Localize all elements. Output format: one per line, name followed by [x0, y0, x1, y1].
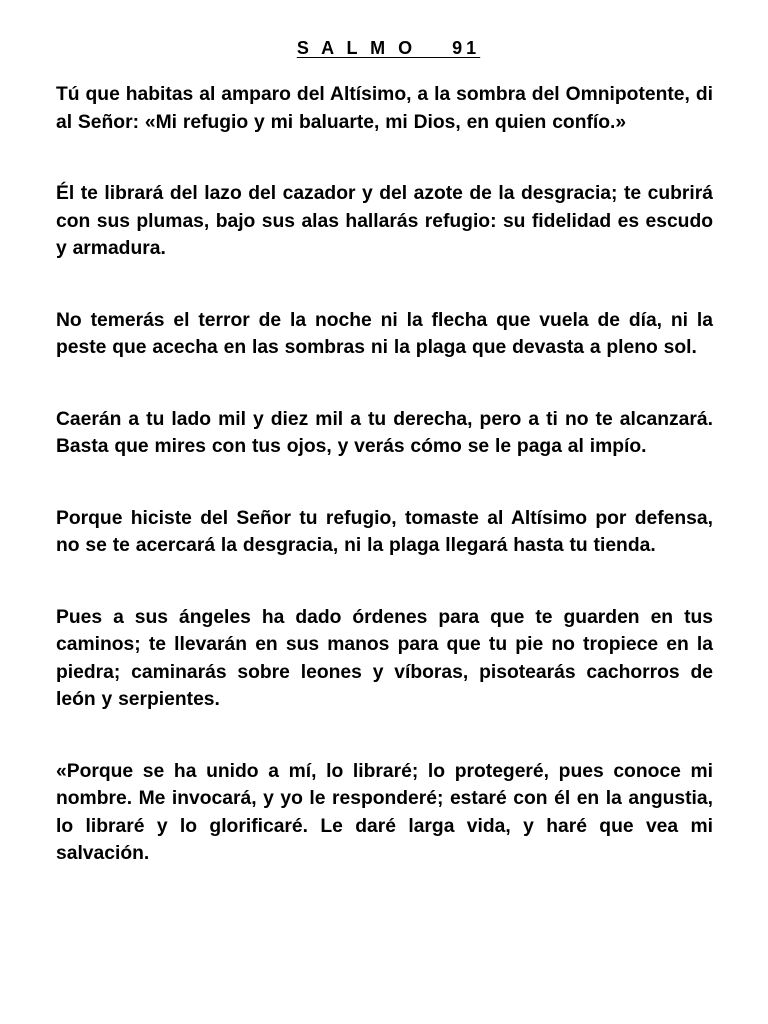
paragraph-4: Caerán a tu lado mil y diez mil a tu derecha, pero a ti no te alcanzará. Basta que mires con tus ojos, y verás cómo se le paga al impío.	[56, 408, 713, 457]
page-title: S A L M O 91	[296, 38, 481, 58]
paragraph-6: Pues a sus ángeles ha dado órdenes para que te guarden en tus caminos; te llevarán en sus manos para que tu pie no tropiece en la piedra; caminarás sobre leones y víboras, pisotearás cachorros de león y serpientes.	[56, 606, 713, 710]
paragraph-3: No temerás el terror de la noche ni la flecha que vuela de día, ni la peste que acecha en las sombras ni la plaga que devasta a pleno sol.	[56, 309, 713, 358]
paragraph-2: Él te librará del lazo del cazador y del azote de la desgracia; te cubrirá con sus plumas, bajo sus alas hallarás refugio: su fidelidad es escudo y armadura.	[56, 183, 713, 259]
paragraph-5: Porque hiciste del Señor tu refugio, tomaste al Altísimo por defensa, no se te acercará la desgracia, ni la plaga llegará hasta tu tienda.	[56, 507, 713, 556]
paragraph-7: «Porque se ha unido a mí, lo libraré; lo protegeré, pues conoce mi nombre. Me invocará, y yo le responderé; estaré con él en la angustia, lo libraré y lo glorificaré. Le daré larga vida, y haré que vea mi salvación.	[56, 760, 713, 864]
document-page	[56, 37, 713, 912]
paragraph-1: Tú que habitas al amparo del Altísimo, a la sombra del Omnipotente, di al Señor: «Mi refugio y mi baluarte, mi Dios, en quien confío.»	[56, 84, 713, 133]
